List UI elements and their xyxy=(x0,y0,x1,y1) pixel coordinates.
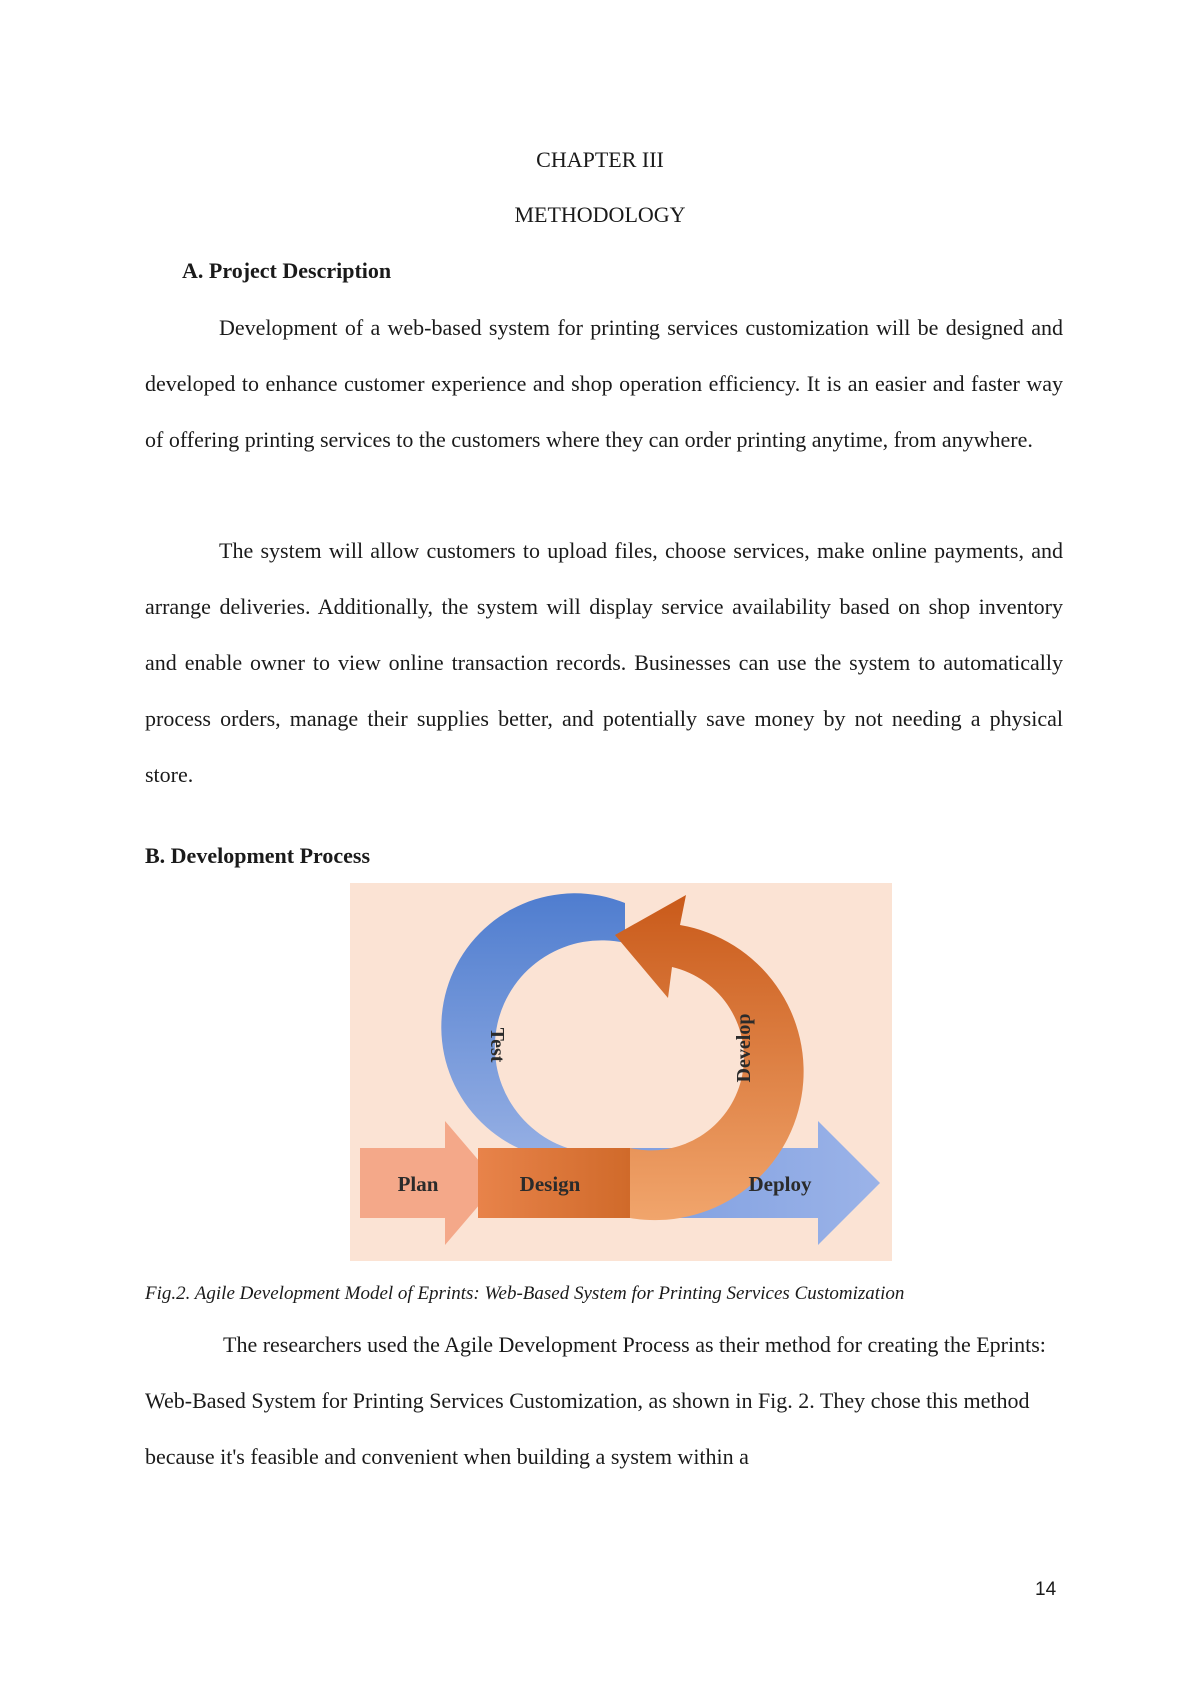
deploy-label: Deploy xyxy=(748,1172,812,1196)
plan-label: Plan xyxy=(397,1172,439,1196)
section-a-paragraph-1: Development of a web-based system for printing services customization will be designed and developed to enhance customer experience and shop operation efficiency. It is an easier and faster way of offering printing services to the customers where they can order printing anytime, from anywhere. xyxy=(145,315,1063,452)
test-label: Test xyxy=(486,1027,508,1063)
agile-development-diagram xyxy=(350,883,892,1261)
page-number: 14 xyxy=(1035,1579,1057,1600)
develop-label: Develop xyxy=(733,1013,755,1083)
section-b-paragraph-1: The researchers used the Agile Development Process as their method for creating the Eprints: Web-Based System for Printing Services Customization, as shown in Fig. 2. They chose this method because it's feasible and convenient when building a system within a xyxy=(145,1332,1046,1469)
design-label: Design xyxy=(519,1172,581,1196)
chapter-label: CHAPTER III xyxy=(536,147,664,172)
section-b-heading: B. Development Process xyxy=(145,843,371,868)
chapter-title: METHODOLOGY xyxy=(514,202,686,227)
figure-caption: Fig.2. Agile Development Model of Eprints: Web-Based System for Printing Services Customization xyxy=(145,1283,905,1304)
section-a-heading: A. Project Description xyxy=(182,258,392,283)
section-a-paragraph-2: The system will allow customers to upload files, choose services, make online payments, and arrange deliveries. Additionally, the system will display service availability based on shop inventory and enable owner to view online transaction records. Businesses can use the system to automatically process orders, manage their supplies better, and potentially save money by not needing a physical store. xyxy=(145,538,1063,787)
